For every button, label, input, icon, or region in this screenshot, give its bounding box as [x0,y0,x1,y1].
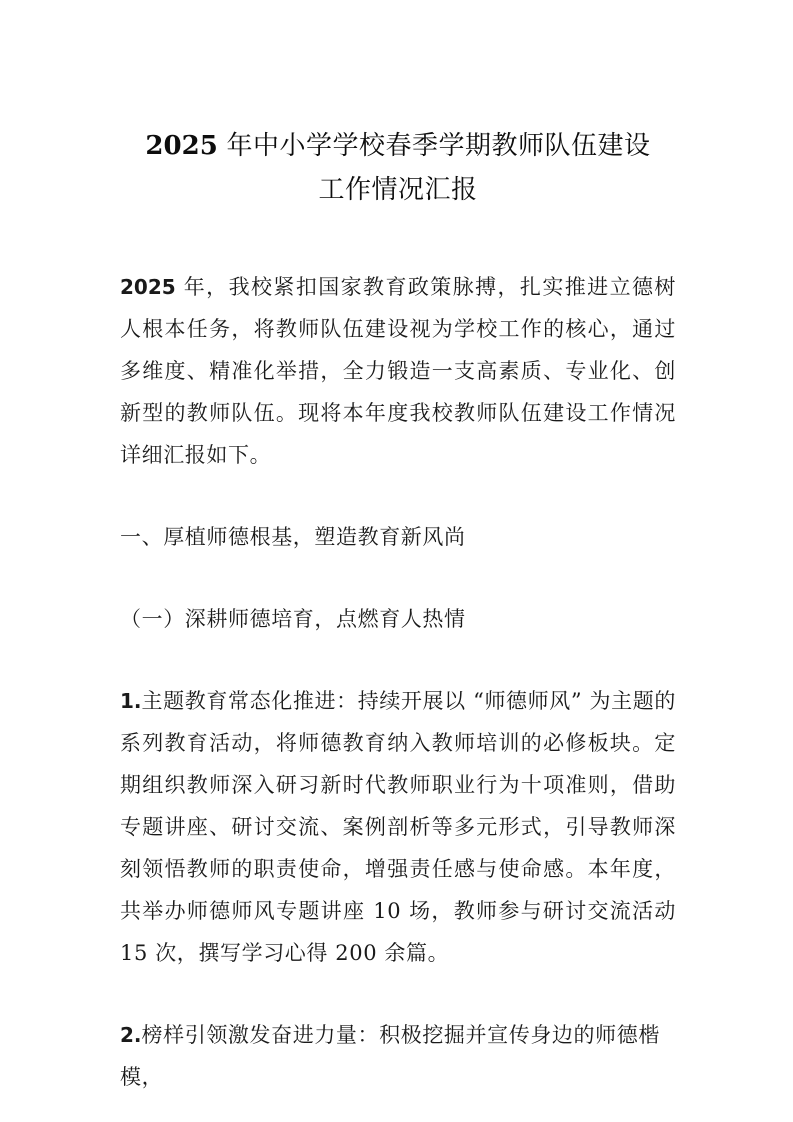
title-line-1-text: 年中小学学校春季学期教师队伍建设 [217,131,651,161]
title-line-2-text: 工作情况汇报 [318,175,478,205]
body-paragraph-2 [120,1014,676,1098]
body-2-marker: 2. [120,1023,142,1047]
document-content [120,0,676,1098]
page-title [120,0,676,212]
body-paragraph-1 [120,680,676,974]
intro-year: 2025 [120,275,176,299]
section-heading-2: （一）深耕师德培育，点燃育人热情 [120,607,466,631]
intro-paragraph [120,266,676,476]
title-year: 2025 [145,131,218,161]
intro-paragraph-text: 年，我校紧扣国家教育政策脉搏，扎实推进立德树人根本任务，将教师队伍建设视为学校工作的核心，通过多维度、精准化举措，全力锻造一支高素质、专业化、创新型的教师队伍。现将本年度我校教师队伍建设工作情况详细汇报如下。 [120,275,676,467]
section-heading-1: 一、厚植师德根基，塑造教育新风尚 [120,525,466,549]
body-paragraph-2-text: 榜样引领激发奋进力量：积极挖掘并宣传身边的师德楷模， [120,1023,660,1089]
body-1-marker: 1. [120,689,142,713]
body-paragraph-1-text: 主题教育常态化推进：持续开展以 “师德师风” 为主题的系列教育活动，将师德教育纳入教师培训的必修板块。定期组织教师深入研习新时代教师职业行为十项准则，借助专题讲座、研讨交流、案例剖析等多元形式，引导教师深刻领悟教师的职责使命，增强责任感与使命感。本年度，共举办师德师风专题讲座 10 场，教师参与研讨交流活动 15 次，撰写学习心得 200 余篇。 [120,689,676,965]
